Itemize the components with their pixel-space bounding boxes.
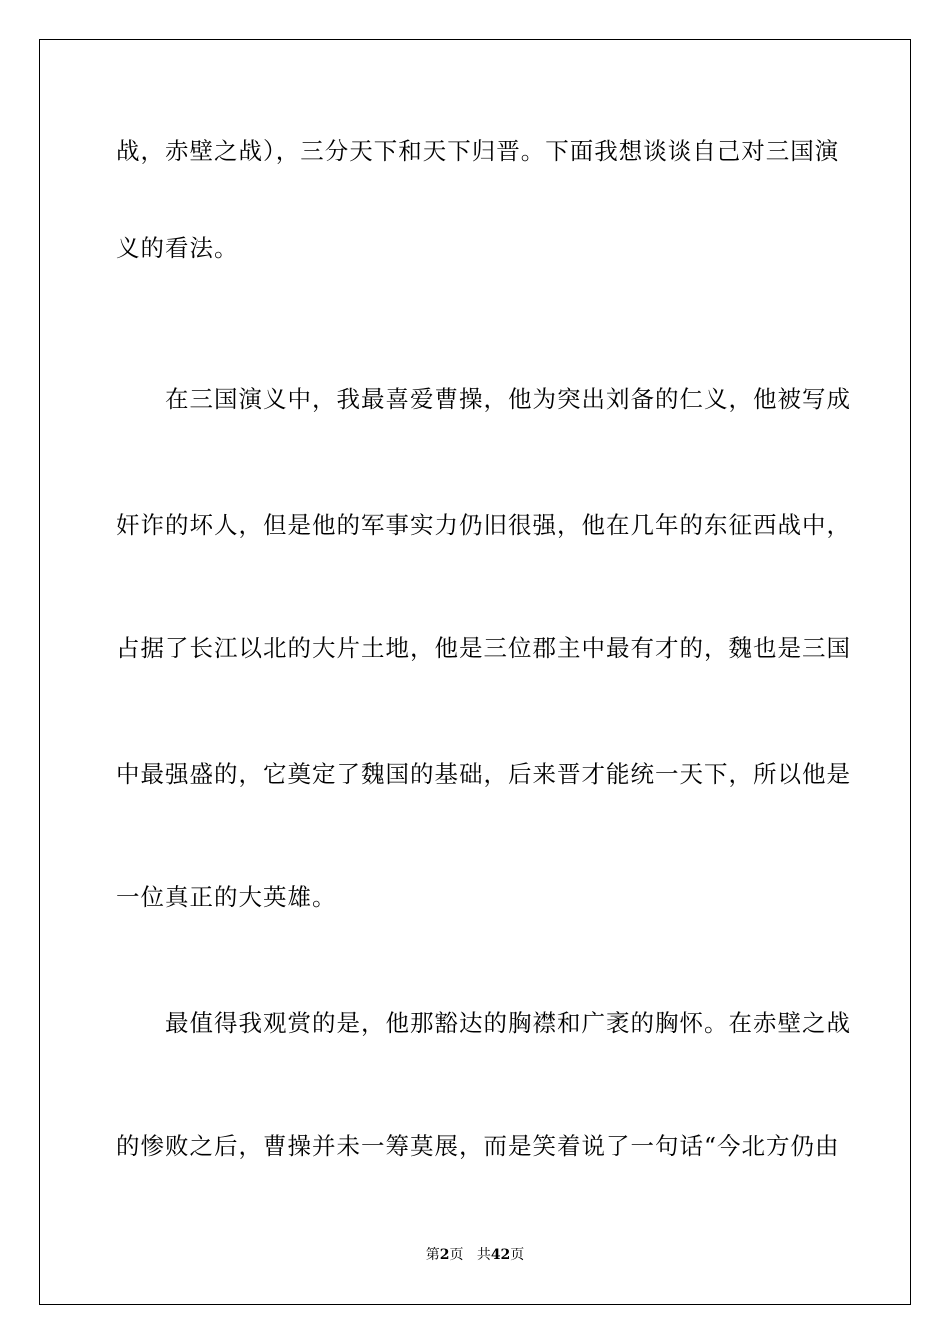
paragraph-start-line: 在三国演义中，我最喜爱曹操，他为突出刘备的仁义，他被写成 (116, 385, 851, 413)
page-prefix: 第 (425, 1247, 440, 1263)
text-line: 战，赤壁之战），三分天下和天下归晋。下面我想谈谈自己对三国演 (116, 137, 840, 165)
text-line: 奸诈的坏人，但是他的军事实力仍旧很强，他在几年的东征西战中， (116, 511, 851, 539)
page-border (39, 39, 911, 1305)
text-line: 的惨败之后，曹操并未一筹莫展，而是笑着说了一句话“今北方仍由 (116, 1132, 840, 1160)
paragraph-start-line: 最值得我观赏的是，他那豁达的胸襟和广袤的胸怀。在赤壁之战 (116, 1009, 851, 1037)
page-suffix: 页 (449, 1247, 464, 1263)
total-suffix: 页 (510, 1247, 525, 1263)
text-line: 义的看法。 (116, 234, 239, 262)
text-line: 中最强盛的，它奠定了魏国的基础，后来晋才能统一天下，所以他是 (116, 760, 851, 788)
page-footer (0, 1245, 950, 1265)
total-pages: 42 (490, 1247, 511, 1263)
total-prefix: 共 (476, 1247, 491, 1263)
text-line: 占据了长江以北的大片土地，他是三位郡主中最有才的，魏也是三国 (116, 634, 851, 662)
text-line: 一位真正的大英雄。 (116, 883, 337, 911)
page-number: 2 (439, 1247, 450, 1263)
